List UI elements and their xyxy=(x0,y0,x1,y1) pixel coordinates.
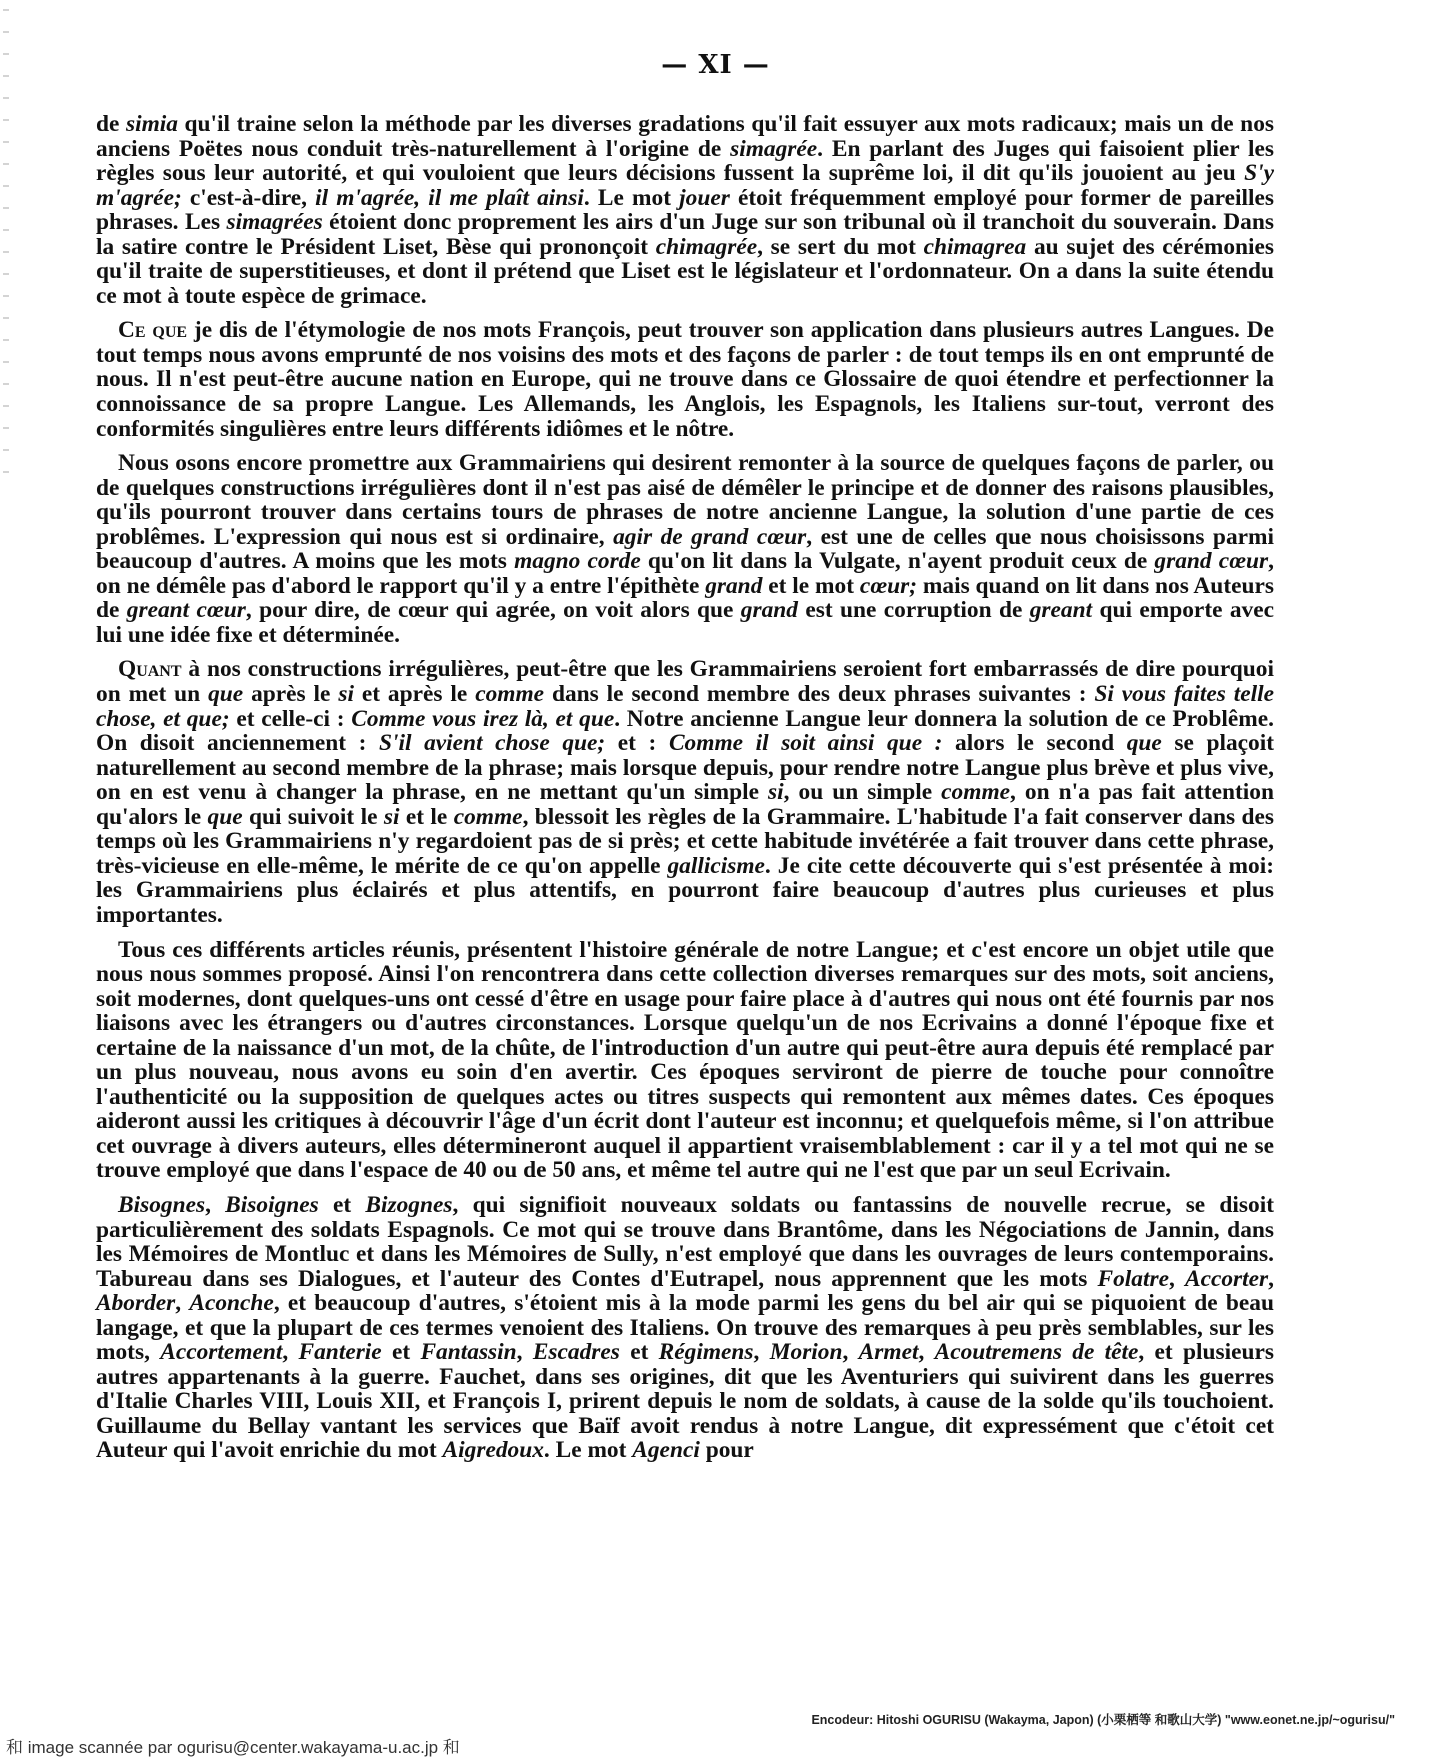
italic-term: comme xyxy=(941,779,1011,806)
text-run: et celle-ci : xyxy=(229,705,352,732)
text-run: je dis de l'étymologie de nos mots François, peut trouver son application dans plusieurs autres Langues. De tout temps nous avons emprunté de nos voisins des mots et des façons de parler : de tout temps ils en ont emprunté de nous. Il n'est peut-être aucune nation en Europe, qui ne trouve dans ce Glossaire de quoi étendre et perfectionner la connoissance de sa propre Langue. Les Allemands, les Anglois, les Espagnols, les Italiens sur-tout, verront des conformités singulières entre leurs différents idiômes et le nôtre. xyxy=(96,317,1274,442)
paragraph xyxy=(96,318,1274,441)
text-run: , ou un simple xyxy=(783,779,942,806)
italic-term: Escadres xyxy=(532,1339,620,1366)
text-run: et : xyxy=(605,730,669,757)
text-run: . Notre ancienne Langue leur donnera la solution de ce Problême. On disoit anciennement : xyxy=(96,705,1274,757)
italic-term: S'y m'agrée; xyxy=(96,160,1274,211)
text-run: , xyxy=(842,1339,859,1366)
text-run: , on n'a pas fait attention qu'alors le xyxy=(96,779,1274,830)
text-run: , et plusieurs autres appartenants à la guerre. Fauchet, dans ses origines, dit que les Aventuriers qui suivirent dans les guerres d'Italie Charles VIII, Louis XII, et François I, prirent depuis le nom de soldats, à cause de la solde qu'ils touchoient. Guillaume du Bellay vantant les services que Baïf avoit rendus à notre Langue, dit expressément que c'étoit cet Auteur qui l'avoit enrichie du mot xyxy=(96,1339,1275,1464)
text-run: mais quand on lit dans nos Auteurs de xyxy=(96,572,1274,624)
italic-term: que xyxy=(207,803,243,830)
italic-term: Folatre xyxy=(1097,1265,1169,1292)
italic-term: simia xyxy=(125,111,178,137)
text-run: alors le second xyxy=(942,730,1127,757)
text-run: après le xyxy=(243,681,339,708)
body-text xyxy=(96,112,1274,1473)
text-run: , xyxy=(1168,1265,1185,1292)
italic-term: si xyxy=(768,779,784,806)
text-run: , xyxy=(753,1339,770,1366)
paragraph xyxy=(96,112,1274,308)
text-run: au sujet des cérémonies qu'il traite de superstitieuses, et dont il prétend que Liset est le législateur et l'ordonnateur. On a dans la suite étendu ce mot à toute espèce de grimace. xyxy=(96,233,1275,309)
italic-term: chimagrea xyxy=(923,233,1027,260)
paragraph xyxy=(96,451,1274,647)
italic-term: si xyxy=(338,681,354,708)
text-run: et xyxy=(381,1339,421,1366)
italic-term: grand xyxy=(740,597,798,624)
italic-term: Accortement xyxy=(160,1339,283,1366)
text-run: , qui signifioit nouveaux soldats ou fantassins de nouvelle recrue, se disoit particulièrement des soldats Espagnols. Ce mot qui se trouve dans Brantôme, dans les Négociations de Jannin, dans les Mémoires de Montluc et dans les Mémoires de Sully, n'est employé que dans les ouvrages de leurs contemporains. Tabureau dans ses Dialogues, et l'auteur des Contes d'Eutrapel, nous apprennent que les mots xyxy=(96,1191,1274,1292)
text-run: et xyxy=(318,1191,366,1218)
text-run: et xyxy=(619,1339,659,1366)
italic-term: Comme vous irez là, et que xyxy=(351,705,615,732)
italic-term: magno corde xyxy=(514,548,641,575)
text-run: Nous osons encore promettre aux Grammairiens qui desirent remonter à la source de quelques façons de parler, ou de quelques constructions irrégulières dont il n'est pas aisé de démêler le principe et de donner des raisons plausibles, qu'ils pourront trouver dans certains tours de phrases de notre ancienne Langue, la solution d'une partie de ces problêmes. L'expression qui nous est si ordinaire, xyxy=(96,450,1274,550)
text-run: et le mot xyxy=(762,572,860,599)
italic-term: S'il avient chose que; xyxy=(379,730,606,757)
italic-term: gallicisme xyxy=(667,852,765,879)
italic-term: simagrées xyxy=(226,209,323,236)
paragraph xyxy=(96,1193,1274,1463)
text-run: . Le mot xyxy=(583,184,680,211)
italic-term: comme xyxy=(453,803,523,830)
text-run: , xyxy=(516,1339,533,1366)
text-run: étoient donc proprement les airs d'un Juge sur son tribunal où il tranchoit du souverain. Dans la satire contre le Président Liset, Bèse qui prononçoit xyxy=(96,209,1274,260)
paragraph-lead: Quant xyxy=(118,656,182,683)
italic-term: il m'agrée, il me plaît ainsi xyxy=(315,184,584,211)
text-run: , xyxy=(205,1191,226,1218)
text-run: . Le mot xyxy=(543,1437,633,1464)
text-run: est une corruption de xyxy=(798,597,1030,624)
italic-term: Armet xyxy=(858,1339,919,1366)
italic-term: Aborder xyxy=(96,1290,176,1317)
italic-term: Comme il soit ainsi que : xyxy=(668,730,943,757)
text-run: étoit fréquemment employé pour former de pareilles phrases. Les xyxy=(96,184,1274,236)
text-run: et après le xyxy=(353,681,476,708)
italic-term: agir de grand cœur xyxy=(613,523,807,550)
italic-term: Bisognes xyxy=(118,1191,206,1218)
text-run: à nos constructions irrégulières, peut-être que les Grammairiens seroient fort embarrassés de dire pourquoi on met un xyxy=(96,656,1274,708)
italic-term: grand cœur xyxy=(1154,548,1269,575)
paragraph xyxy=(96,938,1274,1183)
text-run: c'est-à-dire, xyxy=(181,184,316,211)
italic-term: Si vous faites telle chose, et que; xyxy=(96,681,1275,732)
italic-term: Morion xyxy=(769,1339,843,1366)
italic-term: cœur; xyxy=(859,572,918,599)
text-run: , xyxy=(918,1339,935,1366)
italic-term: Régimens xyxy=(658,1339,754,1366)
italic-term: si xyxy=(383,803,400,830)
text-run: qui emporte avec lui une idée fixe et déterminée. xyxy=(96,597,1275,648)
italic-term: grand xyxy=(705,572,763,599)
italic-term: que xyxy=(1126,730,1162,757)
italic-term: Agenci xyxy=(632,1437,700,1464)
text-run: , on ne démêle pas d'abord le rapport qu'il y a entre l'épithète xyxy=(96,548,1274,599)
text-run: et le xyxy=(399,803,454,830)
italic-term: Accorter xyxy=(1184,1265,1269,1292)
italic-term: greant xyxy=(1029,597,1093,624)
italic-term: Acoutremens de tête xyxy=(934,1339,1139,1366)
text-run: , pour dire, de cœur qui agrée, on voit alors que xyxy=(245,597,741,624)
text-run: , est une de celles que nous choisissons parmi beaucoup d'autres. A moins que les mots xyxy=(96,523,1274,575)
text-run: Tous ces différents articles réunis, présentent l'histoire générale de notre Langue; et c'est encore un objet utile que nous nous sommes proposé. Ainsi l'on rencontrera dans cette collection diverses remarques sur des mots, soit anciens, soit modernes, dont quelques-uns ont cessé d'être en usage pour faire place à d'autres qui nous ont été fournis par nos liaisons avec les étrangers ou d'autres circonstances. Lorsque quelqu'un de nos Ecrivains a donné l'époque fixe et certaine de la naissance d'un mot, de la chûte, de l'introduction d'un autre qui peut-être aura depuis été remplacé par un plus nouveau, nous avons eu soin d'en avertir. Ces époques serviront de pierre de touche pour connoître l'authenticité ou la supposition de quelques actes ou titres suspects qui remontent aux mêmes dates. Ces époques aideront aussi les critiques à découvrir l'âge d'un écrit dont l'auteur est inconnu; et quelquefois même, si l'on attribue cet ouvrage à divers auteurs, elles détermineront auquel il appartient vraisemblablement : car il y a tel mot qui ne se trouve employé que dans l'espace de 40 ou de 50 ans, et même tel autre qui ne l'est que par un seul Ecrivain. xyxy=(96,936,1274,1184)
italic-term: Fantassin xyxy=(420,1339,517,1366)
italic-term: greant cœur xyxy=(126,597,246,624)
italic-term: simagrée xyxy=(730,135,818,162)
text-run: , et beaucoup d'autres, s'étoient mis à la mode parmi les gens du bel air qui se piquoient de beau langage, et que la plupart de ces termes venoient des Italiens. On trouve des remarques à peu près semblables, sur les mots, xyxy=(96,1290,1274,1366)
text-run: qu'il traine selon la méthode par les diverses gradations qu'il fait essuyer aux mots radicaux; mais un de nos anciens Poëtes nous conduit très-naturellement à l'origine de xyxy=(96,111,1274,162)
italic-term: Aigredoux xyxy=(442,1437,544,1464)
text-run: . Je cite cette découverte qui s'est présentée à moi: les Grammairiens plus éclairés et plus attentifs, en pourront faire beaucoup d'autres plus curieuses et plus importantes. xyxy=(96,852,1274,928)
text-run: , xyxy=(1268,1265,1274,1292)
italic-term: jouer xyxy=(679,184,730,211)
encoder-credit: Encodeur: Hitoshi OGURISU (Wakayma, Japon) (小栗栖等 和歌山大学) "www.eonet.ne.jp/~ogurisu/" xyxy=(811,1713,1395,1727)
italic-term: Bizognes xyxy=(365,1191,453,1218)
text-run: , se sert du mot xyxy=(757,233,924,260)
scan-credit: 和 image scannée par ogurisu@center.wakayama-u.ac.jp 和 xyxy=(6,1738,460,1757)
text-run: de xyxy=(96,111,126,137)
italic-term: Aconche xyxy=(189,1290,274,1317)
italic-term: comme xyxy=(475,681,545,708)
italic-term: Bisoignes xyxy=(225,1191,319,1218)
page-number: — XI — xyxy=(661,50,770,80)
text-run: . En parlant des Juges qui faisoient plier les règles sous leur autorité, et qui vouloient que leurs décisions fussent la suprême loi, il dit qu'ils jouoient au jeu xyxy=(96,135,1274,187)
text-run: pour xyxy=(699,1437,754,1464)
text-run: , xyxy=(175,1290,190,1317)
text-run: se plaçoit naturellement au second membre de la phrase; mais lorsque depuis, pour rendre notre Langue plus brève et plus vive, on en est venu à changer la phrase, en ne mettant qu'un simple xyxy=(96,730,1275,806)
italic-term: chimagrée xyxy=(655,233,758,260)
text-run: qu'on lit dans la Vulgate, n'ayent produit ceux de xyxy=(640,548,1155,575)
text-run: , blessoit les règles de la Grammaire. L'habitude l'a fait conserver dans des temps où les Grammairiens n'y regardoient pas de si près; et cette habitude invétérée a fait trouver dans cette phrase, très-vicieuse en elle-même, le mérite de ce qu'on appelle xyxy=(96,803,1275,879)
paragraph xyxy=(96,657,1274,927)
text-run: , xyxy=(282,1339,299,1366)
paragraph-lead: Ce que xyxy=(118,317,188,344)
text-run: qui suivoit le xyxy=(242,803,384,830)
italic-term: Fanterie xyxy=(298,1339,382,1366)
italic-term: que xyxy=(208,681,244,708)
text-run: dans le second membre des deux phrases suivantes : xyxy=(544,681,1095,708)
